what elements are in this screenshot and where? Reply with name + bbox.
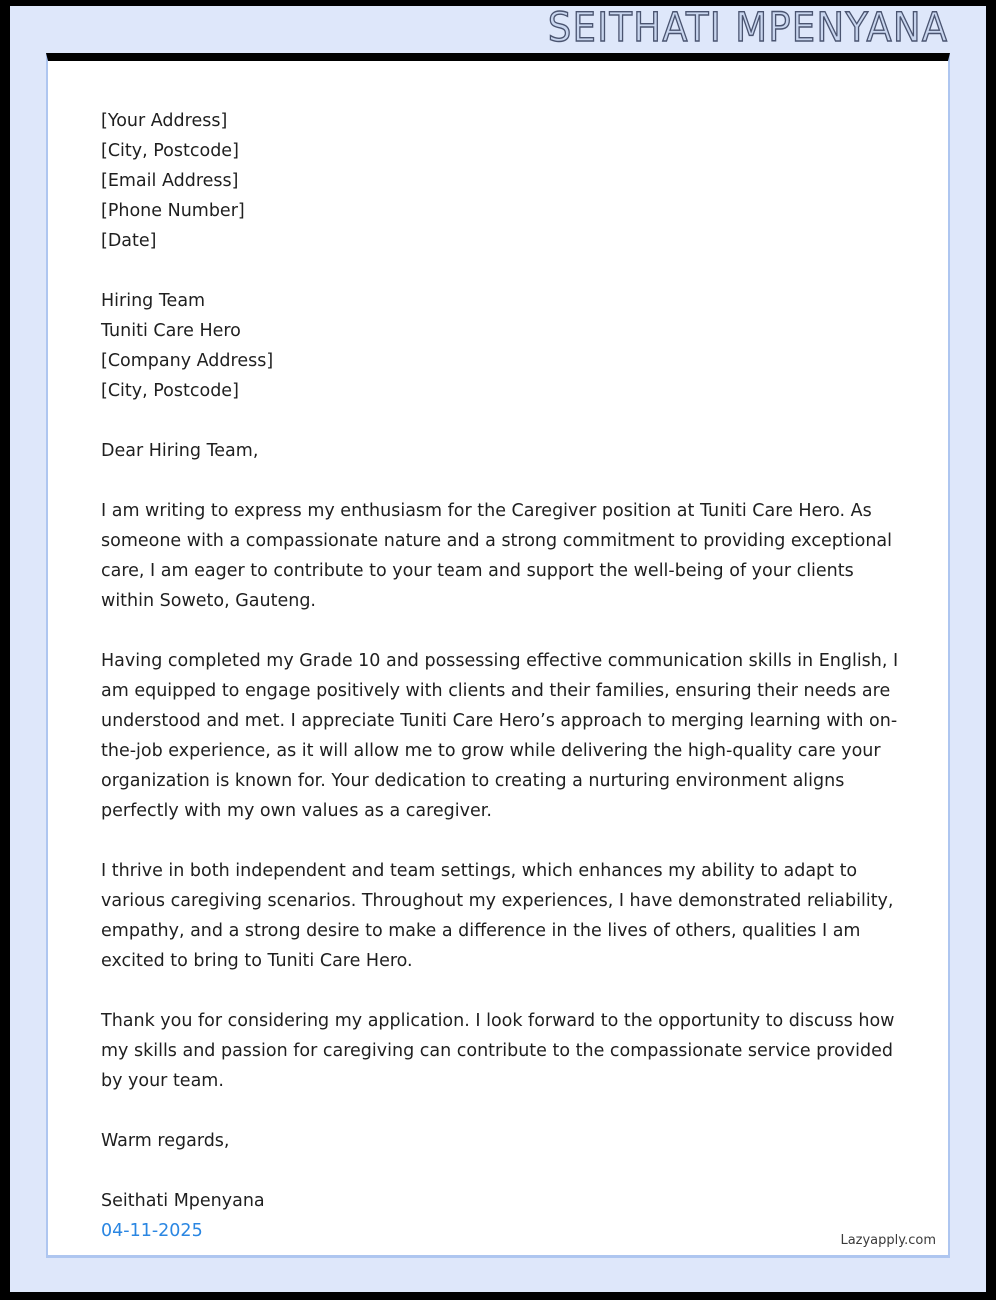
- cover-letter-body: [48, 61, 948, 1255]
- cover-letter-card: [46, 53, 950, 1258]
- recipient-address-block: [101, 286, 901, 406]
- letter-paragraph: Having completed my Grade 10 and possessing effective communication skills in English, I am equipped to engage positively with clients and their families, ensuring their needs are understood and met. I appreciate Tuniti Care Hero’s approach to merging learning with on-the-job experience, as it will allow me to grow while delivering the high-quality care your organization is known for. Your dedication to creating a nurturing environment aligns perfectly with my own values as a caregiver.: [101, 651, 899, 821]
- salutation: Dear Hiring Team,: [101, 441, 259, 461]
- signature-name: Seithati Mpenyana: [101, 1191, 265, 1211]
- letterhead: [513, 4, 948, 52]
- spacer: [101, 1156, 901, 1186]
- spacer: [101, 1096, 901, 1126]
- sender-address-line: [Email Address]: [101, 171, 239, 191]
- spacer: [101, 256, 901, 286]
- spacer: [101, 406, 901, 436]
- sender-address-block: [101, 106, 901, 256]
- letter-paragraph: I thrive in both independent and team settings, which enhances my ability to adapt to various caregiving scenarios. Throughout my experiences, I have demonstrated reliability, empathy, and a strong desire to make a difference in the lives of others, qualities I am excited to bring to Tuniti Care Hero.: [101, 861, 894, 971]
- sender-address-line: [Date]: [101, 231, 157, 251]
- signature-date: 04-11-2025: [101, 1221, 203, 1241]
- footer-watermark: Lazyapply.com: [840, 1233, 936, 1248]
- recipient-address-line: Tuniti Care Hero: [101, 321, 241, 341]
- letter-paragraph: I am writing to express my enthusiasm for the Caregiver position at Tuniti Care Hero. As someone with a compassionate nature and a strong commitment to providing exceptional care, I am eager to contribute to your team and support the well-being of your clients within Soweto, Gauteng.: [101, 501, 892, 611]
- recipient-address-line: [City, Postcode]: [101, 381, 239, 401]
- sender-address-line: [Phone Number]: [101, 201, 245, 221]
- sender-address-line: [Your Address]: [101, 111, 228, 131]
- spacer: [101, 826, 901, 856]
- letter-text-column: [101, 106, 901, 1246]
- sender-address-line: [City, Postcode]: [101, 141, 239, 161]
- spacer: [101, 466, 901, 496]
- letterhead-name: SEITHATI MPENYANA: [547, 5, 948, 51]
- letter-paragraph: Thank you for considering my application. I look forward to the opportunity to discuss how my skills and passion for caregiving can contribute to the compassionate service provided by your team.: [101, 1011, 895, 1091]
- spacer: [101, 616, 901, 646]
- page-background: [10, 6, 986, 1292]
- recipient-address-line: Hiring Team: [101, 291, 206, 311]
- recipient-address-line: [Company Address]: [101, 351, 274, 371]
- spacer: [101, 976, 901, 1006]
- closing-line: Warm regards,: [101, 1131, 230, 1151]
